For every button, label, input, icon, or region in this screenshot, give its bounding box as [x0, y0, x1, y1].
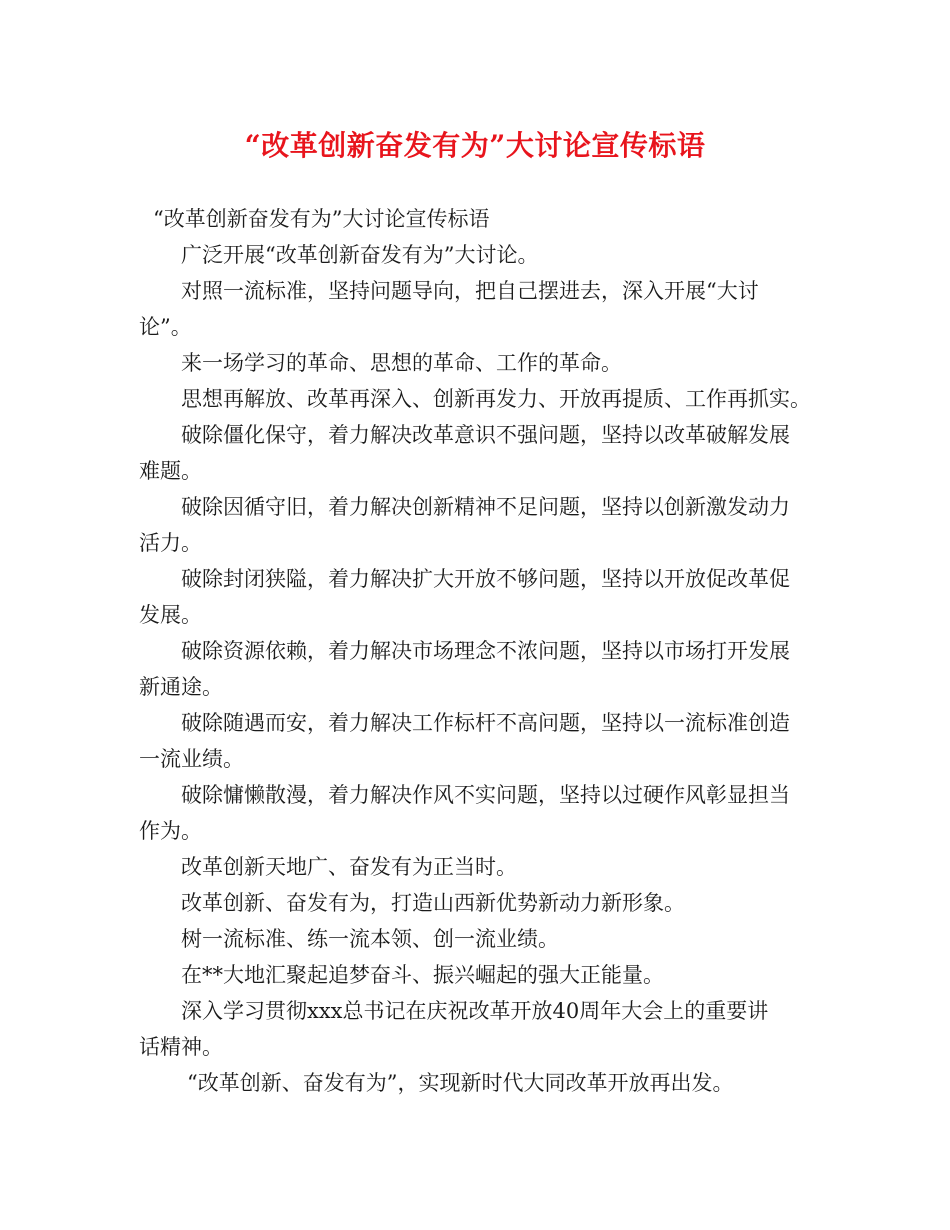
paragraph-line: 论”。 [139, 315, 192, 339]
paragraph-line: 作为。 [139, 819, 202, 843]
paragraph-line: 深入学习贯彻xxx总书记在庆祝改革开放40周年大会上的重要讲 [181, 999, 769, 1023]
paragraph [139, 1065, 823, 1101]
paragraph [139, 993, 823, 1065]
paragraph-line: 话精神。 [139, 1035, 223, 1059]
paragraph-line: 树一流标准、练一流本领、创一流业绩。 [181, 927, 559, 951]
paragraph-line: 破除因循守旧，着力解决创新精神不足问题，坚持以创新激发动力 [181, 495, 790, 519]
paragraph-line: “改革创新、奋发有为”，实现新时代大同改革开放再出发。 [187, 1071, 734, 1095]
paragraph-line: 发展。 [139, 603, 202, 627]
paragraph-line: 改革创新、奋发有为，打造山西新优势新动力新形象。 [181, 891, 685, 915]
paragraph [139, 633, 823, 705]
paragraph [139, 201, 823, 237]
paragraph-line: 新通途。 [139, 675, 223, 699]
paragraph-line: 难题。 [139, 459, 202, 483]
paragraph-line: “改革创新奋发有为”大讨论宣传标语 [153, 207, 490, 231]
paragraph [139, 561, 823, 633]
paragraph [139, 921, 823, 957]
paragraph-line: 在**大地汇聚起追梦奋斗、振兴崛起的强大正能量。 [181, 963, 664, 987]
document-body [139, 201, 823, 1101]
paragraph-line: 破除慵懒散漫，着力解决作风不实问题，坚持以过硬作风彰显担当 [181, 783, 790, 807]
paragraph [139, 705, 823, 777]
paragraph-line: 破除僵化保守，着力解决改革意识不强问题，坚持以改革破解发展 [181, 423, 790, 447]
paragraph-line: 活力。 [139, 531, 202, 555]
paragraph [139, 237, 823, 273]
paragraph [139, 273, 823, 345]
paragraph [139, 345, 823, 381]
paragraph-line: 对照一流标准，坚持问题导向，把自己摆进去，深入开展“大讨 [181, 279, 759, 303]
paragraph-line: 破除封闭狭隘，着力解决扩大开放不够问题，坚持以开放促改革促 [181, 567, 790, 591]
paragraph-line: 改革创新天地广、奋发有为正当时。 [181, 855, 517, 879]
paragraph [139, 489, 823, 561]
paragraph [139, 885, 823, 921]
paragraph [139, 381, 823, 417]
paragraph-line: 来一场学习的革命、思想的革命、工作的革命。 [181, 351, 622, 375]
paragraph [139, 417, 823, 489]
paragraph-line: 破除资源依赖，着力解决市场理念不浓问题，坚持以市场打开发展 [181, 639, 790, 663]
paragraph-line: 破除随遇而安，着力解决工作标杆不高问题，坚持以一流标准创造 [181, 711, 790, 735]
document-title: “改革创新奋发有为”大讨论宣传标语 [244, 129, 706, 162]
paragraph-line: 广泛开展“改革创新奋发有为”大讨论。 [181, 243, 539, 267]
paragraph-line: 一流业绩。 [139, 747, 244, 771]
paragraph-line: 思想再解放、改革再深入、创新再发力、开放再提质、工作再抓实。 [181, 387, 811, 411]
paragraph [139, 777, 823, 849]
paragraph [139, 957, 823, 993]
paragraph [139, 849, 823, 885]
